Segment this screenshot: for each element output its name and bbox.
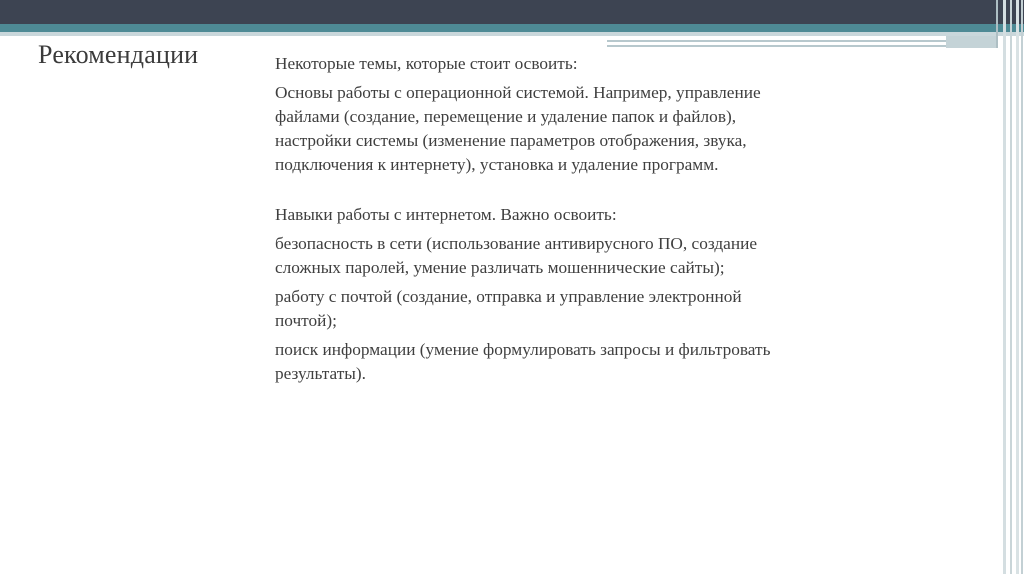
- decorative-line: [607, 45, 997, 47]
- decorative-stripe: [1003, 0, 1006, 574]
- top-header-band: [0, 0, 1024, 24]
- paragraph-search: поиск информации (умение формулировать запросы и фильтровать результаты).: [275, 340, 771, 383]
- decorative-stripe: [1021, 0, 1023, 574]
- light-accent-band: [0, 32, 1024, 36]
- decorative-stripe: [1016, 0, 1019, 574]
- paragraph-intro: Некоторые темы, которые стоит освоить:: [275, 54, 578, 73]
- decorative-stripe: [1010, 0, 1012, 574]
- decorative-stripe: [996, 0, 998, 48]
- slide-title: Рекомендации: [38, 40, 199, 69]
- paragraph-email: работу с почтой (создание, отправка и управление электронной почтой);: [275, 287, 742, 330]
- slide-body: [275, 52, 775, 391]
- decorative-block: [946, 36, 998, 48]
- paragraph-security: безопасность в сети (использование антивирусного ПО, создание сложных паролей, умение различать мошеннические сайты);: [275, 234, 758, 277]
- decorative-line: [607, 40, 952, 42]
- paragraph-internet-skills: Навыки работы с интернетом. Важно освоить:: [275, 205, 617, 224]
- teal-accent-band: [0, 24, 1024, 32]
- paragraph-os-basics: Основы работы с операционной системой. Например, управление файлами (создание, перемещение и удаление папок и файлов), настройки системы (изменение параметров отображения, звука, подключения к интернету), установка и удаление программ.: [275, 83, 761, 174]
